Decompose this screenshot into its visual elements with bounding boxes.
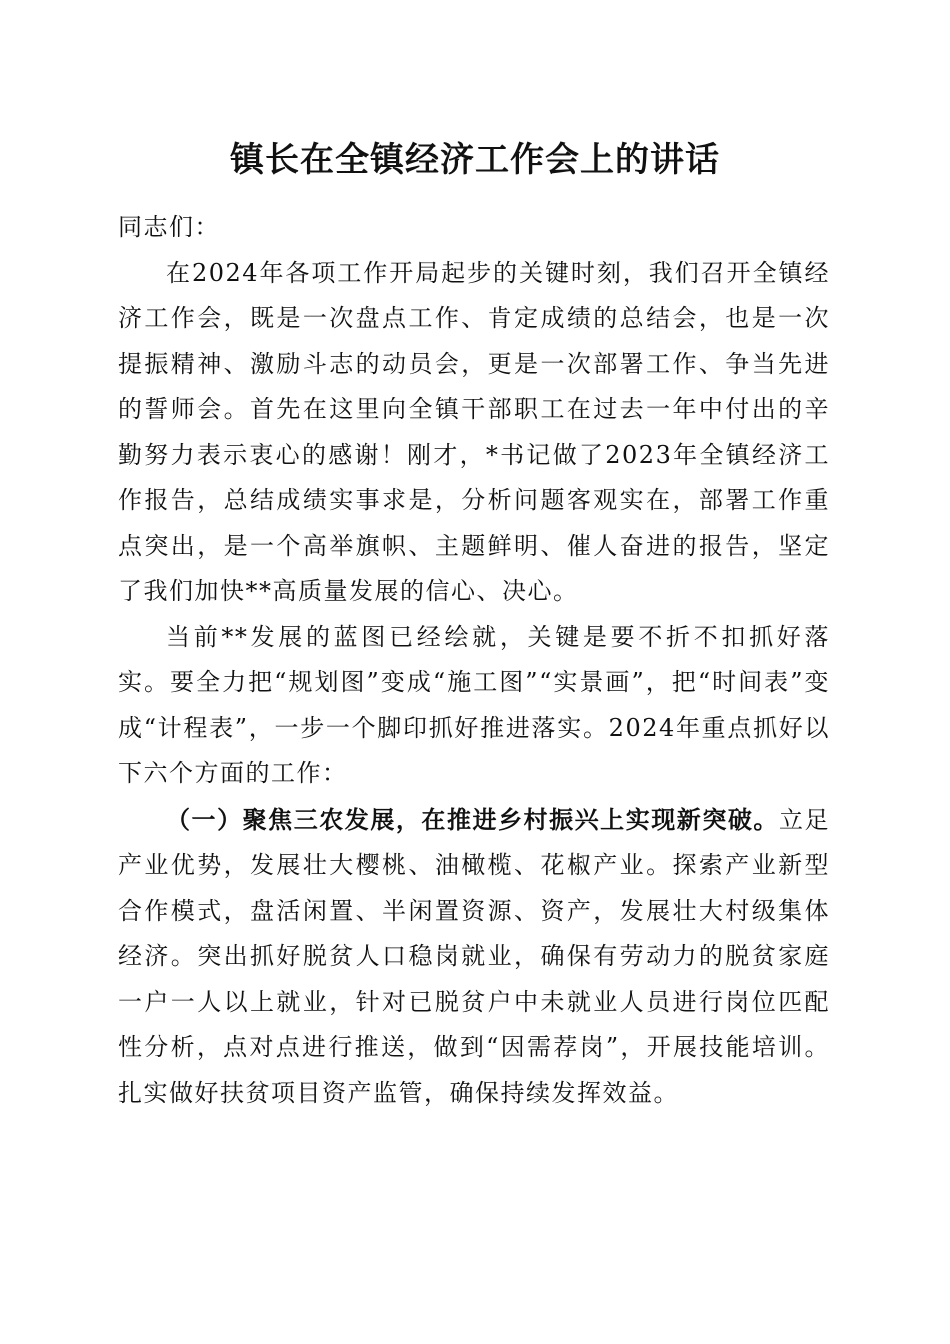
salutation: 同志们： <box>118 213 220 241</box>
paragraph-section-one <box>118 797 830 1117</box>
paragraph-overview: 当前**发展的蓝图已经绘就，关键是要不折不扣抓好落实。要全力把“规划图”变成“施工图”“实景画”，把“时间表”变成“计程表”，一步一个脚印抓好推进落实。2024年重点抓好以下六个方面的工作： <box>118 622 830 787</box>
document-body <box>118 205 830 1116</box>
section-one-text: 立足产业优势，发展壮大樱桃、油橄榄、花椒产业。探索产业新型合作模式，盘活闲置、半闲置资源、资产，发展壮大村级集体经济。突出抓好脱贫人口稳岗就业，确保有劳动力的脱贫家庭一户一人以上就业，针对已脱贫户中未就业人员进行岗位匹配性分析，点对点进行推送，做到“因需荐岗”，开展技能培训。扎实做好扶贫项目资产监管，确保持续发挥效益。 <box>118 805 831 1107</box>
paragraph-opening: 在2024年各项工作开局起步的关键时刻，我们召开全镇经济工作会，既是一次盘点工作、肯定成绩的总结会，也是一次提振精神、激励斗志的动员会，更是一次部署工作、争当先进的誓师会。首先在这里向全镇干部职工在过去一年中付出的辛勤努力表示衷心的感谢！刚才，*书记做了2023年全镇经济工作报告，总结成绩实事求是，分析问题客观实在，部署工作重点突出，是一个高举旗帜、主题鲜明、催人奋进的报告，坚定了我们加快**高质量发展的信心、决心。 <box>118 258 830 605</box>
section-one-heading: （一）聚焦三农发展，在推进乡村振兴上实现新突破。 <box>166 804 779 834</box>
document-title: 镇长在全镇经济工作会上的讲话 <box>230 140 720 180</box>
